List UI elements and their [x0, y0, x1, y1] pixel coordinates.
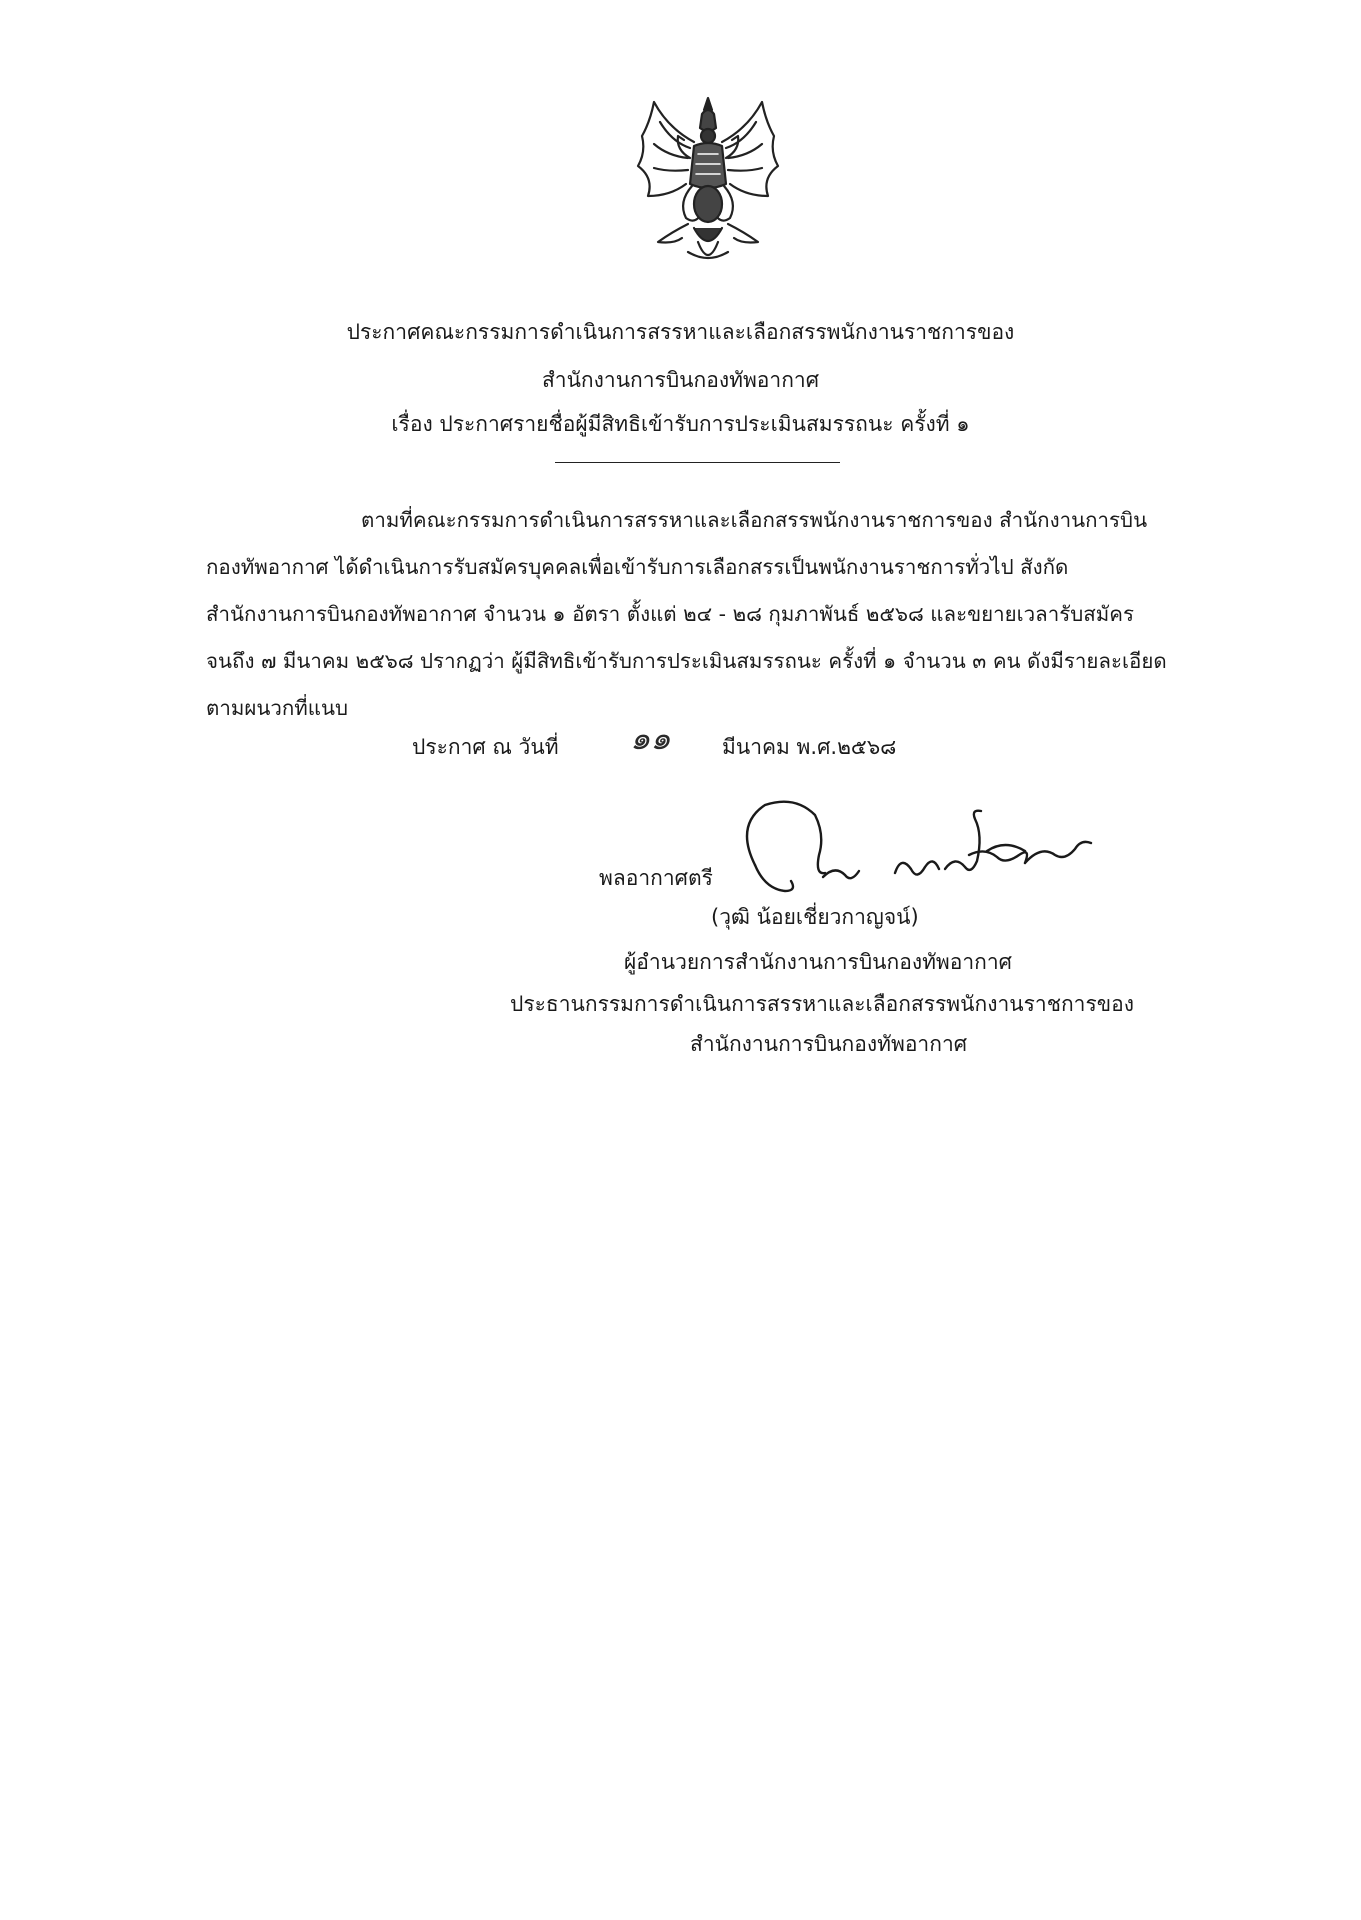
- body-line: ตามผนวกที่แนบ: [206, 696, 349, 720]
- signatory-rank: พลอากาศตรี: [599, 866, 713, 890]
- header-title-line1: ประกาศคณะกรรมการดำเนินการสรรหาและเลือกสรรพนักงานราชการของ: [346, 320, 1015, 344]
- body-paragraph: [206, 497, 1246, 732]
- garuda-emblem: [628, 92, 788, 274]
- announce-month-year: มีนาคม พ.ศ.๒๕๖๘: [722, 735, 897, 759]
- body-line: สำนักงานการบินกองทัพอากาศ จำนวน ๑ อัตรา ตั้งแต่ ๒๔ - ๒๘ กุมภาพันธ์ ๒๕๖๘ และขยายเวลารับสมัคร: [206, 602, 1134, 626]
- header-divider: [555, 462, 840, 463]
- signatory-name: (วุฒิ น้อยเชี่ยวกาญจน์): [711, 905, 919, 929]
- handwritten-signature: [725, 795, 1105, 905]
- announce-day: ๑๑: [630, 719, 671, 757]
- announce-label: ประกาศ ณ วันที่: [412, 735, 559, 759]
- signatory-position-3: สำนักงานการบินกองทัพอากาศ: [690, 1032, 968, 1056]
- header-title-line2: สำนักงานการบินกองทัพอากาศ: [541, 368, 820, 392]
- header-subject: เรื่อง ประกาศรายชื่อผู้มีสิทธิเข้ารับการประเมินสมรรถนะ ครั้งที่ ๑: [391, 412, 970, 436]
- signatory-position-1: ผู้อำนวยการสำนักงานการบินกองทัพอากาศ: [624, 950, 1013, 974]
- body-line: กองทัพอากาศ ได้ดำเนินการรับสมัครบุคคลเพื่อเข้ารับการเลือกสรรเป็นพนักงานราชการทั่วไป สังกัด: [206, 555, 1069, 579]
- signatory-position-2: ประธานกรรมการดำเนินการสรรหาและเลือกสรรพนักงานราชการของ: [510, 992, 1134, 1016]
- body-line: ตามที่คณะกรรมการดำเนินการสรรหาและเลือกสรรพนักงานราชการของ สำนักงานการบิน: [361, 508, 1148, 532]
- body-line: จนถึง ๗ มีนาคม ๒๕๖๘ ปรากฏว่า ผู้มีสิทธิเข้ารับการประเมินสมรรถนะ ครั้งที่ ๑ จำนวน ๓ คน ดังมีรายละเอียด: [206, 649, 1167, 673]
